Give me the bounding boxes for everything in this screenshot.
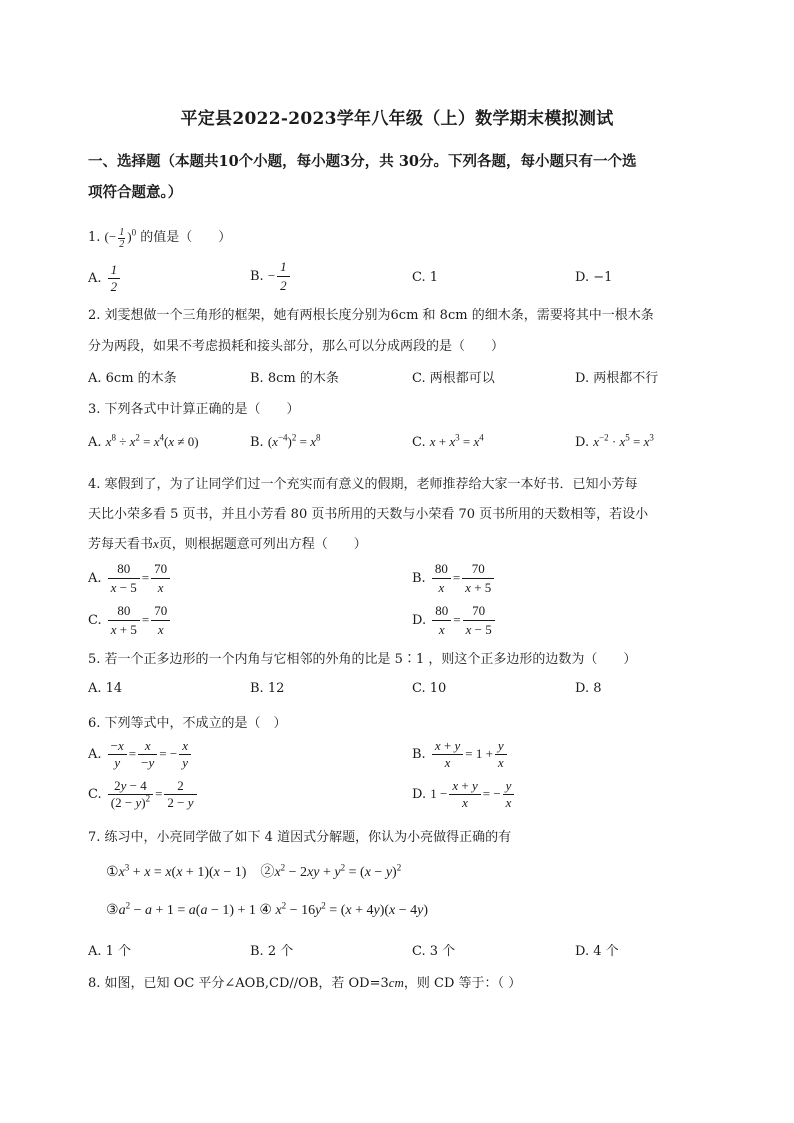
question-4-line-2: 天比小荣多看 5 页书，并且小芳看 80 页书所用的天数与小荣看 70 页书所用的天数相等，若设小 xyxy=(88,507,649,522)
question-8-stem: 8. 如图，已知 OC 平分∠AOB,CD//OB，若 OD=3cm，则 CD 等于：（ ） xyxy=(88,975,522,991)
question-5-option-a: A. 14 xyxy=(88,681,123,696)
question-2-line-2: 分为两段，如果不考虑损耗和接头部分，那么可以分成两段的是（ ） xyxy=(88,339,505,354)
question-1-stem xyxy=(88,226,728,250)
question-2-line-1: 2. 刘雯想做一个三角形的框架，她有两根长度分别为6cm 和 8cm 的细木条，需要将其中一根木条 xyxy=(88,308,654,323)
page-title: 平定县2022-2023学年八年级（上）数学期末模拟测试 xyxy=(180,109,614,129)
question-7-option-d: D. 4 个 xyxy=(575,944,619,959)
question-4-option-d: D. $\frac{80}{x}$ = $\frac{70}{x - 5}$ xyxy=(412,602,497,639)
question-3-option-d: D. $x^{-2} \cdot x^5 = x^3$ xyxy=(575,432,654,450)
question-7-option-a: A. 1 个 xyxy=(88,944,132,959)
question-5-option-d: D. 8 xyxy=(575,681,602,696)
question-6-option-d: D. 1 − $\frac{x + y}{x}$ = − $\frac{y}{x}$ xyxy=(412,778,516,811)
question-7-items-row-1: $①x^3 + x = x(x + 1)(x - 1)$ $②x^2 - 2xy + y^2 = (x - y)^2$ xyxy=(106,862,402,880)
question-7-items-row-2: $③a^2 - a + 1 = a(a - 1) + 1$ ④ $x^2 - 16y^2 = (x + 4y)(x - 4y)$ xyxy=(106,900,429,918)
question-6-option-a: A. $\frac{-x}{y}$ = $\frac{x}{-y}$ = − $\frac{x}{y}$ xyxy=(88,738,193,771)
question-4-line-1: 4. 寒假到了，为了让同学们过一个充实而有意义的假期，老师推荐给大家一本好书．已知小芳每 xyxy=(88,477,638,492)
question-3-option-c: C. $x + x^3 = x^4$ xyxy=(412,432,484,450)
question-6-option-c: C. $\frac{2y - 4}{(2 - y)^2}$ = $\frac{2}{2 - y}$ xyxy=(88,778,199,811)
question-7-option-c: C. 3 个 xyxy=(412,944,456,959)
question-6-stem: 6. 下列等式中，不成立的是（ ） xyxy=(88,716,287,731)
question-4-option-c: C. $\frac{80}{x + 5}$ = $\frac{70}{x}$ xyxy=(88,602,172,639)
question-2-option-d: D. 两根都不行 xyxy=(575,371,659,386)
question-2-option-a: A. 6cm 的木条 xyxy=(88,371,177,386)
question-4-option-b: B. $\frac{80}{x}$ = $\frac{70}{x + 5}$ xyxy=(412,560,496,597)
question-5-stem: 5. 若一个正多边形的一个内角与它相邻的外角的比是 5∶1 ，则这个正多边形的边数为（ ） xyxy=(88,652,637,667)
question-1-option-b: B. − $\frac{1}{2}$ xyxy=(250,258,292,295)
question-1-option-c: C. 1 xyxy=(412,270,439,285)
question-1-expression: (− $\frac{1}{2}$ )$^0$ xyxy=(104,226,137,250)
question-5-option-b: B. 12 xyxy=(250,681,285,696)
section-heading xyxy=(88,146,728,208)
question-3-option-a: A. $x^8 \div x^2 = x^4(x \ne 0)$ xyxy=(88,432,199,450)
question-3-stem: 3. 下列各式中计算正确的是（ ） xyxy=(88,402,300,417)
question-7-option-b: B. 2 个 xyxy=(250,944,294,959)
question-3-option-b: B. $(x^{-4})^2 = x^8$ xyxy=(250,432,321,450)
question-1-tail: 的值是（ ） xyxy=(136,230,232,245)
question-1-number: 1. xyxy=(88,230,101,245)
section-heading-line-2: 项符合题意。） xyxy=(88,184,183,201)
question-4-line-3: 芳每天看书x页，则根据题意可列出方程（ ） xyxy=(88,536,367,552)
section-heading-line-1: 一、选择题（本题共10个小题，每小题3分，共 30分。下列各题，每小题只有一个选 xyxy=(88,153,637,170)
question-4-option-a: A. $\frac{80}{x - 5}$ = $\frac{70}{x}$ xyxy=(88,560,172,597)
question-7-stem: 7. 练习中，小亮同学做了如下 4 道因式分解题，你认为小亮做得正确的有 xyxy=(88,830,512,845)
question-6-option-b: B. $\frac{x + y}{x}$ = 1 + $\frac{y}{x}$ xyxy=(412,738,509,771)
question-1-option-d: D. −1 xyxy=(575,270,613,285)
question-1-option-a: A. $\frac{1}{2}$ xyxy=(88,262,122,295)
question-2-option-c: C. 两根都可以 xyxy=(412,371,495,386)
question-5-option-c: C. 10 xyxy=(412,681,447,696)
question-2-option-b: B. 8cm 的木条 xyxy=(250,371,339,386)
